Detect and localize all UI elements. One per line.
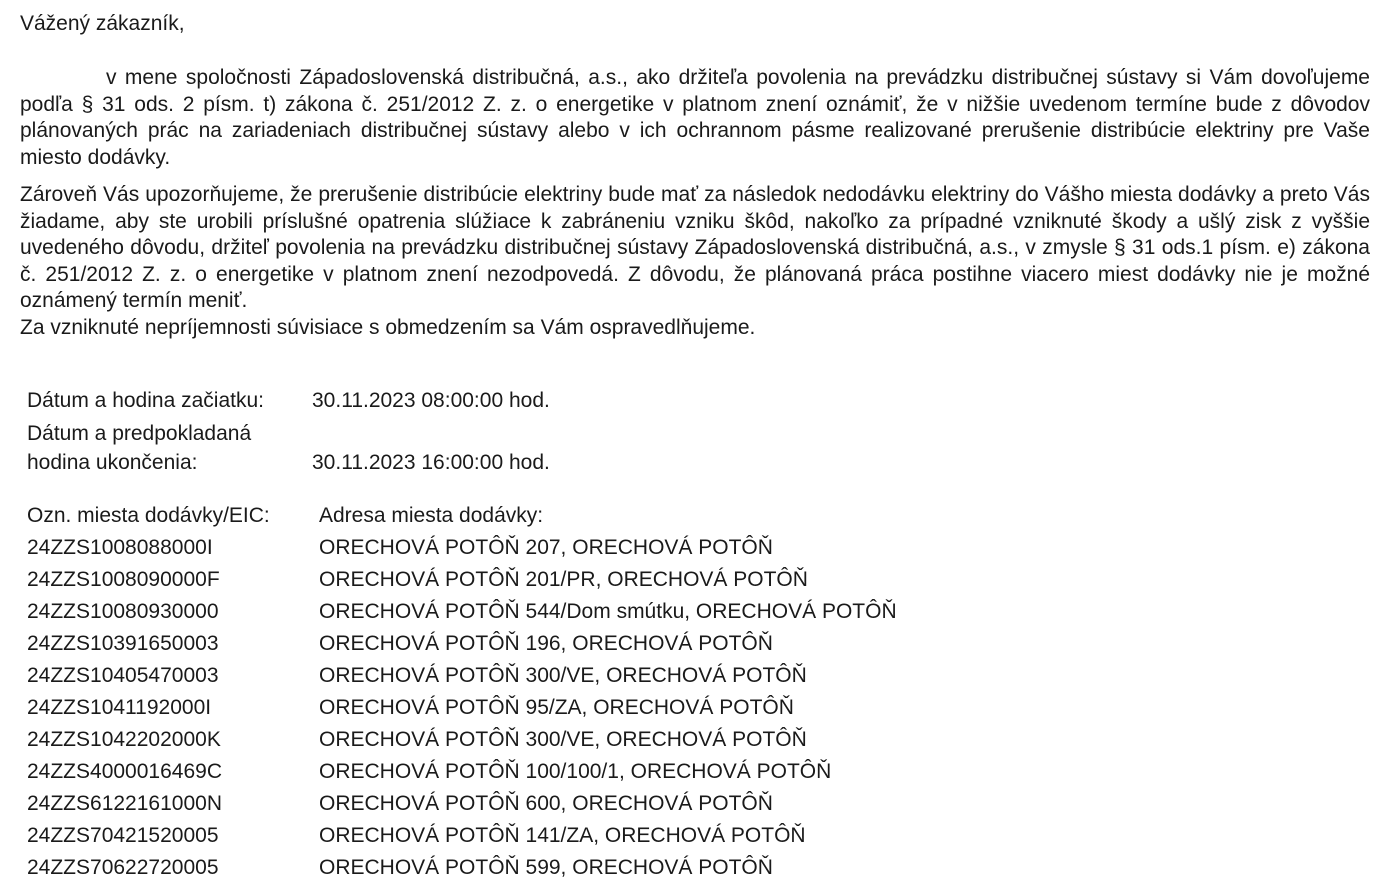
supply-address: ORECHOVÁ POTÔŇ 600, ORECHOVÁ POTÔŇ xyxy=(319,792,773,815)
start-row xyxy=(27,386,927,415)
start-label: Dátum a hodina začiatku: xyxy=(27,389,264,412)
supply-address: ORECHOVÁ POTÔŇ 201/PR, ORECHOVÁ POTÔŇ xyxy=(319,568,808,591)
end-label-line1: Dátum a predpokladaná xyxy=(27,422,252,445)
notice-paragraph: v mene spoločnosti Západoslovenská distribučná, a.s., ako držiteľa povolenia na prevádzku distribučnej sústavy si Vám dovoľujeme podľa § 31 ods. 2 písm. t) zákona č. 251/2012 Z. z. o energetike v platnom znení oznámiť, že v nižšie uvedenom termíne bude z dôvodov plánovaných prác na zariadeniach distribučnej sústavy alebo v ich ochrannom pásme realizované prerušenie distribúcie elektriny pre Vaše miesto dodávky. xyxy=(20,66,1370,169)
table-row xyxy=(27,852,1027,884)
table-row xyxy=(27,564,1027,596)
eic-code: 24ZZS6122161000N xyxy=(27,792,222,815)
supply-address: ORECHOVÁ POTÔŇ 599, ORECHOVÁ POTÔŇ xyxy=(319,856,773,879)
supply-points-rows xyxy=(27,532,1027,884)
supply-address: ORECHOVÁ POTÔŇ 544/Dom smútku, ORECHOVÁ POTÔŇ xyxy=(319,600,897,623)
supply-points-header xyxy=(27,500,1027,532)
eic-code: 24ZZS10080930000 xyxy=(27,600,219,623)
supply-address: ORECHOVÁ POTÔŇ 300/VE, ORECHOVÁ POTÔŇ xyxy=(319,728,807,751)
letter-body xyxy=(20,8,1370,341)
table-row xyxy=(27,724,1027,756)
eic-code: 24ZZS1041192000I xyxy=(27,696,212,719)
eic-code: 24ZZS70421520005 xyxy=(27,824,219,847)
table-row xyxy=(27,756,1027,788)
eic-code: 24ZZS70622720005 xyxy=(27,856,219,879)
eic-code: 24ZZS10405470003 xyxy=(27,664,219,687)
greeting: Vážený zákazník, xyxy=(20,12,185,35)
header-address: Adresa miesta dodávky: xyxy=(319,504,544,527)
table-row xyxy=(27,628,1027,660)
warning-paragraph: Zároveň Vás upozorňujeme, že prerušenie distribúcie elektriny bude mať za následok nedodávku elektriny do Vášho miesta dodávky a preto Vás žiadame, aby ste urobili príslušné opatrenia slúžiace k zabráneniu vzniku škôd, nakoľko za prípadné vzniknuté škody a ušlý zisk z vyššie uvedeného dôvodu, držiteľ povolenia na prevádzku distribučnej sústavy Západoslovenská distribučná, a.s., v zmysle § 31 ods.1 písm. e) zákona č. 251/2012 Z. z. o energetike v platnom znení nezodpovedá. Z dôvodu, že plánovaná práca postihne viacero miest dodávky nie je možné oznámený termín meniť. xyxy=(20,183,1370,312)
table-row xyxy=(27,788,1027,820)
table-row xyxy=(27,660,1027,692)
eic-code: 24ZZS10391650003 xyxy=(27,632,219,655)
supply-address: ORECHOVÁ POTÔŇ 196, ORECHOVÁ POTÔŇ xyxy=(319,632,773,655)
table-row xyxy=(27,820,1027,852)
header-eic: Ozn. miesta dodávky/EIC: xyxy=(27,504,270,527)
table-row xyxy=(27,692,1027,724)
table-row xyxy=(27,532,1027,564)
eic-code: 24ZZS1008088000I xyxy=(27,536,213,559)
start-value: 30.11.2023 08:00:00 hod. xyxy=(312,389,550,412)
outage-schedule xyxy=(27,386,927,477)
supply-points-table xyxy=(27,500,1027,884)
supply-address: ORECHOVÁ POTÔŇ 207, ORECHOVÁ POTÔŇ xyxy=(319,536,773,559)
table-row xyxy=(27,596,1027,628)
supply-address: ORECHOVÁ POTÔŇ 300/VE, ORECHOVÁ POTÔŇ xyxy=(319,664,807,687)
supply-address: ORECHOVÁ POTÔŇ 95/ZA, ORECHOVÁ POTÔŇ xyxy=(319,696,794,719)
apology-paragraph: Za vzniknuté nepríjemnosti súvisiace s obmedzením sa Vám ospravedlňujeme. xyxy=(20,315,756,339)
end-label-line2: hodina ukončenia: xyxy=(27,451,198,474)
supply-address: ORECHOVÁ POTÔŇ 100/100/1, ORECHOVÁ POTÔŇ xyxy=(319,760,832,783)
end-label xyxy=(27,419,312,477)
end-value: 30.11.2023 16:00:00 hod. xyxy=(312,451,550,474)
eic-code: 24ZZS1008090000F xyxy=(27,568,220,591)
end-row xyxy=(27,419,927,477)
eic-code: 24ZZS4000016469C xyxy=(27,760,222,783)
eic-code: 24ZZS1042202000K xyxy=(27,728,221,751)
supply-address: ORECHOVÁ POTÔŇ 141/ZA, ORECHOVÁ POTÔŇ xyxy=(319,824,806,847)
